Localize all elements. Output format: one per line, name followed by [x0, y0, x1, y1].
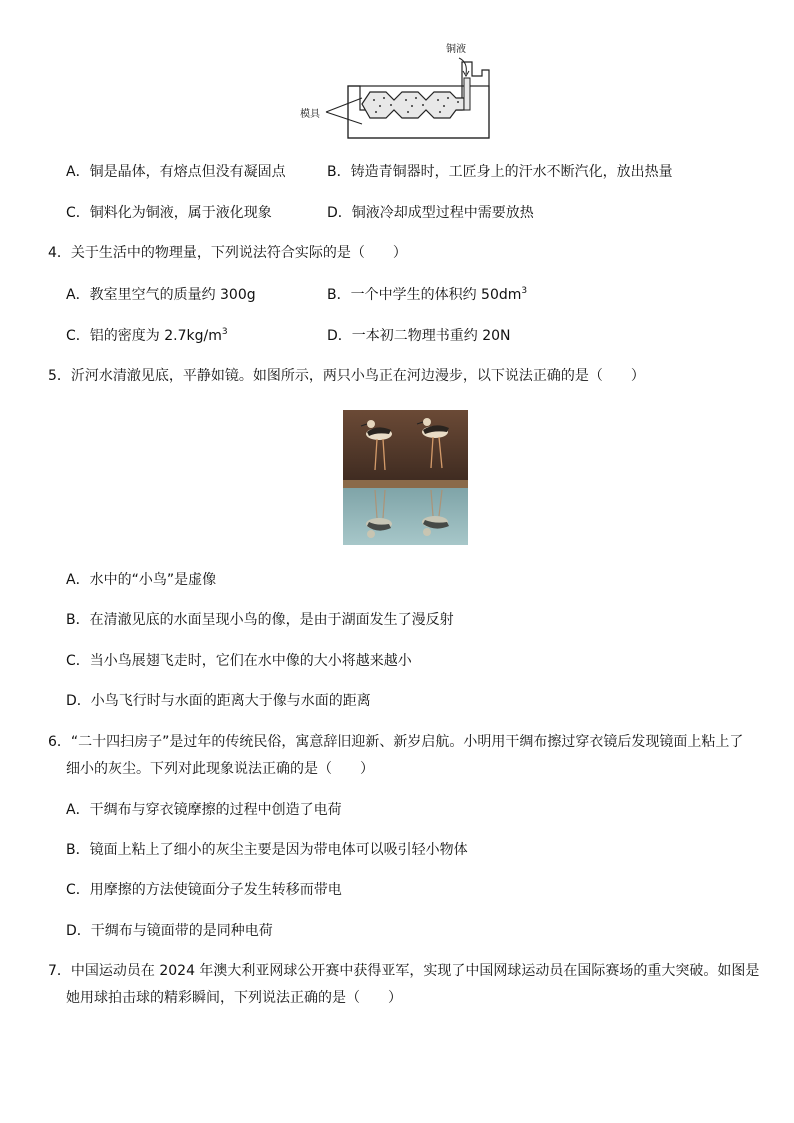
q6-option-d: D．干绸布与镜面带的是同种电荷 — [66, 923, 273, 939]
q7-stem-line2: 她用球拍击球的精彩瞬间，下列说法正确的是（ ） — [66, 990, 402, 1006]
mold-diagram — [296, 40, 496, 140]
q5-option-d: D．小鸟飞行时与水面的距离大于像与水面的距离 — [66, 693, 371, 709]
q5-option-c: C．当小鸟展翅飞走时，它们在水中像的大小将越来越小 — [66, 653, 412, 669]
copper-liquid-label: 铜液 — [446, 44, 466, 55]
q4-option-b — [327, 285, 527, 305]
q6-option-b: B．镜面上粘上了细小的灰尘主要是因为带电体可以吸引轻小物体 — [66, 842, 468, 858]
q4-stem: 4．关于生活中的物理量，下列说法符合实际的是（ ） — [48, 245, 407, 261]
q4-option-d: D．一本初二物理书重约 20N — [327, 328, 511, 344]
q5-stem: 5．沂河水清澈见底，平静如镜。如图所示，两只小鸟正在河边漫步，以下说法正确的是（ ） — [48, 368, 645, 384]
mold-figure — [296, 40, 496, 140]
q4-option-b-text: B．一个中学生的体积约 50dm — [327, 287, 522, 303]
q3-option-c: C．铜料化为铜液，属于液化现象 — [66, 205, 272, 221]
q4-option-c — [66, 326, 228, 346]
q4-option-c-text: C．铝的密度为 2.7kg/m — [66, 328, 222, 344]
q6-option-a: A．干绸布与穿衣镜摩擦的过程中创造了电荷 — [66, 802, 342, 818]
q3-option-b: B．铸造青铜器时，工匠身上的汗水不断汽化，放出热量 — [327, 164, 673, 180]
q6-option-c: C．用摩擦的方法使镜面分子发生转移而带电 — [66, 882, 342, 898]
q3-option-a: A．铜是晶体，有熔点但没有凝固点 — [66, 164, 286, 180]
q6-stem-line2: 细小的灰尘。下列对此现象说法正确的是（ ） — [66, 761, 374, 777]
q5-option-b: B．在清澈见底的水面呈现小鸟的像，是由于湖面发生了漫反射 — [66, 612, 454, 628]
q3-option-d: D．铜液冷却成型过程中需要放热 — [327, 205, 534, 221]
birds-photo-drawing — [343, 410, 468, 545]
q4-option-c-sup: 3 — [221, 327, 228, 337]
q4-option-b-sup: 3 — [521, 286, 528, 296]
q5-option-a: A．水中的“小鸟”是虚像 — [66, 572, 217, 588]
q7-stem-line1: 7．中国运动员在 2024 年澳大利亚网球公开赛中获得亚军，实现了中国网球运动员在国际赛场的重大突破。如图是 — [48, 963, 760, 979]
q6-stem-line1: 6．“二十四扫房子”是过年的传统民俗，寓意辞旧迎新、新岁启航。小明用干绸布擦过穿衣镜后发现镜面上粘上了 — [48, 734, 744, 750]
birds-photo — [343, 410, 468, 545]
mold-label: 模具 — [300, 109, 320, 120]
q4-option-a: A．教室里空气的质量约 300g — [66, 287, 256, 303]
